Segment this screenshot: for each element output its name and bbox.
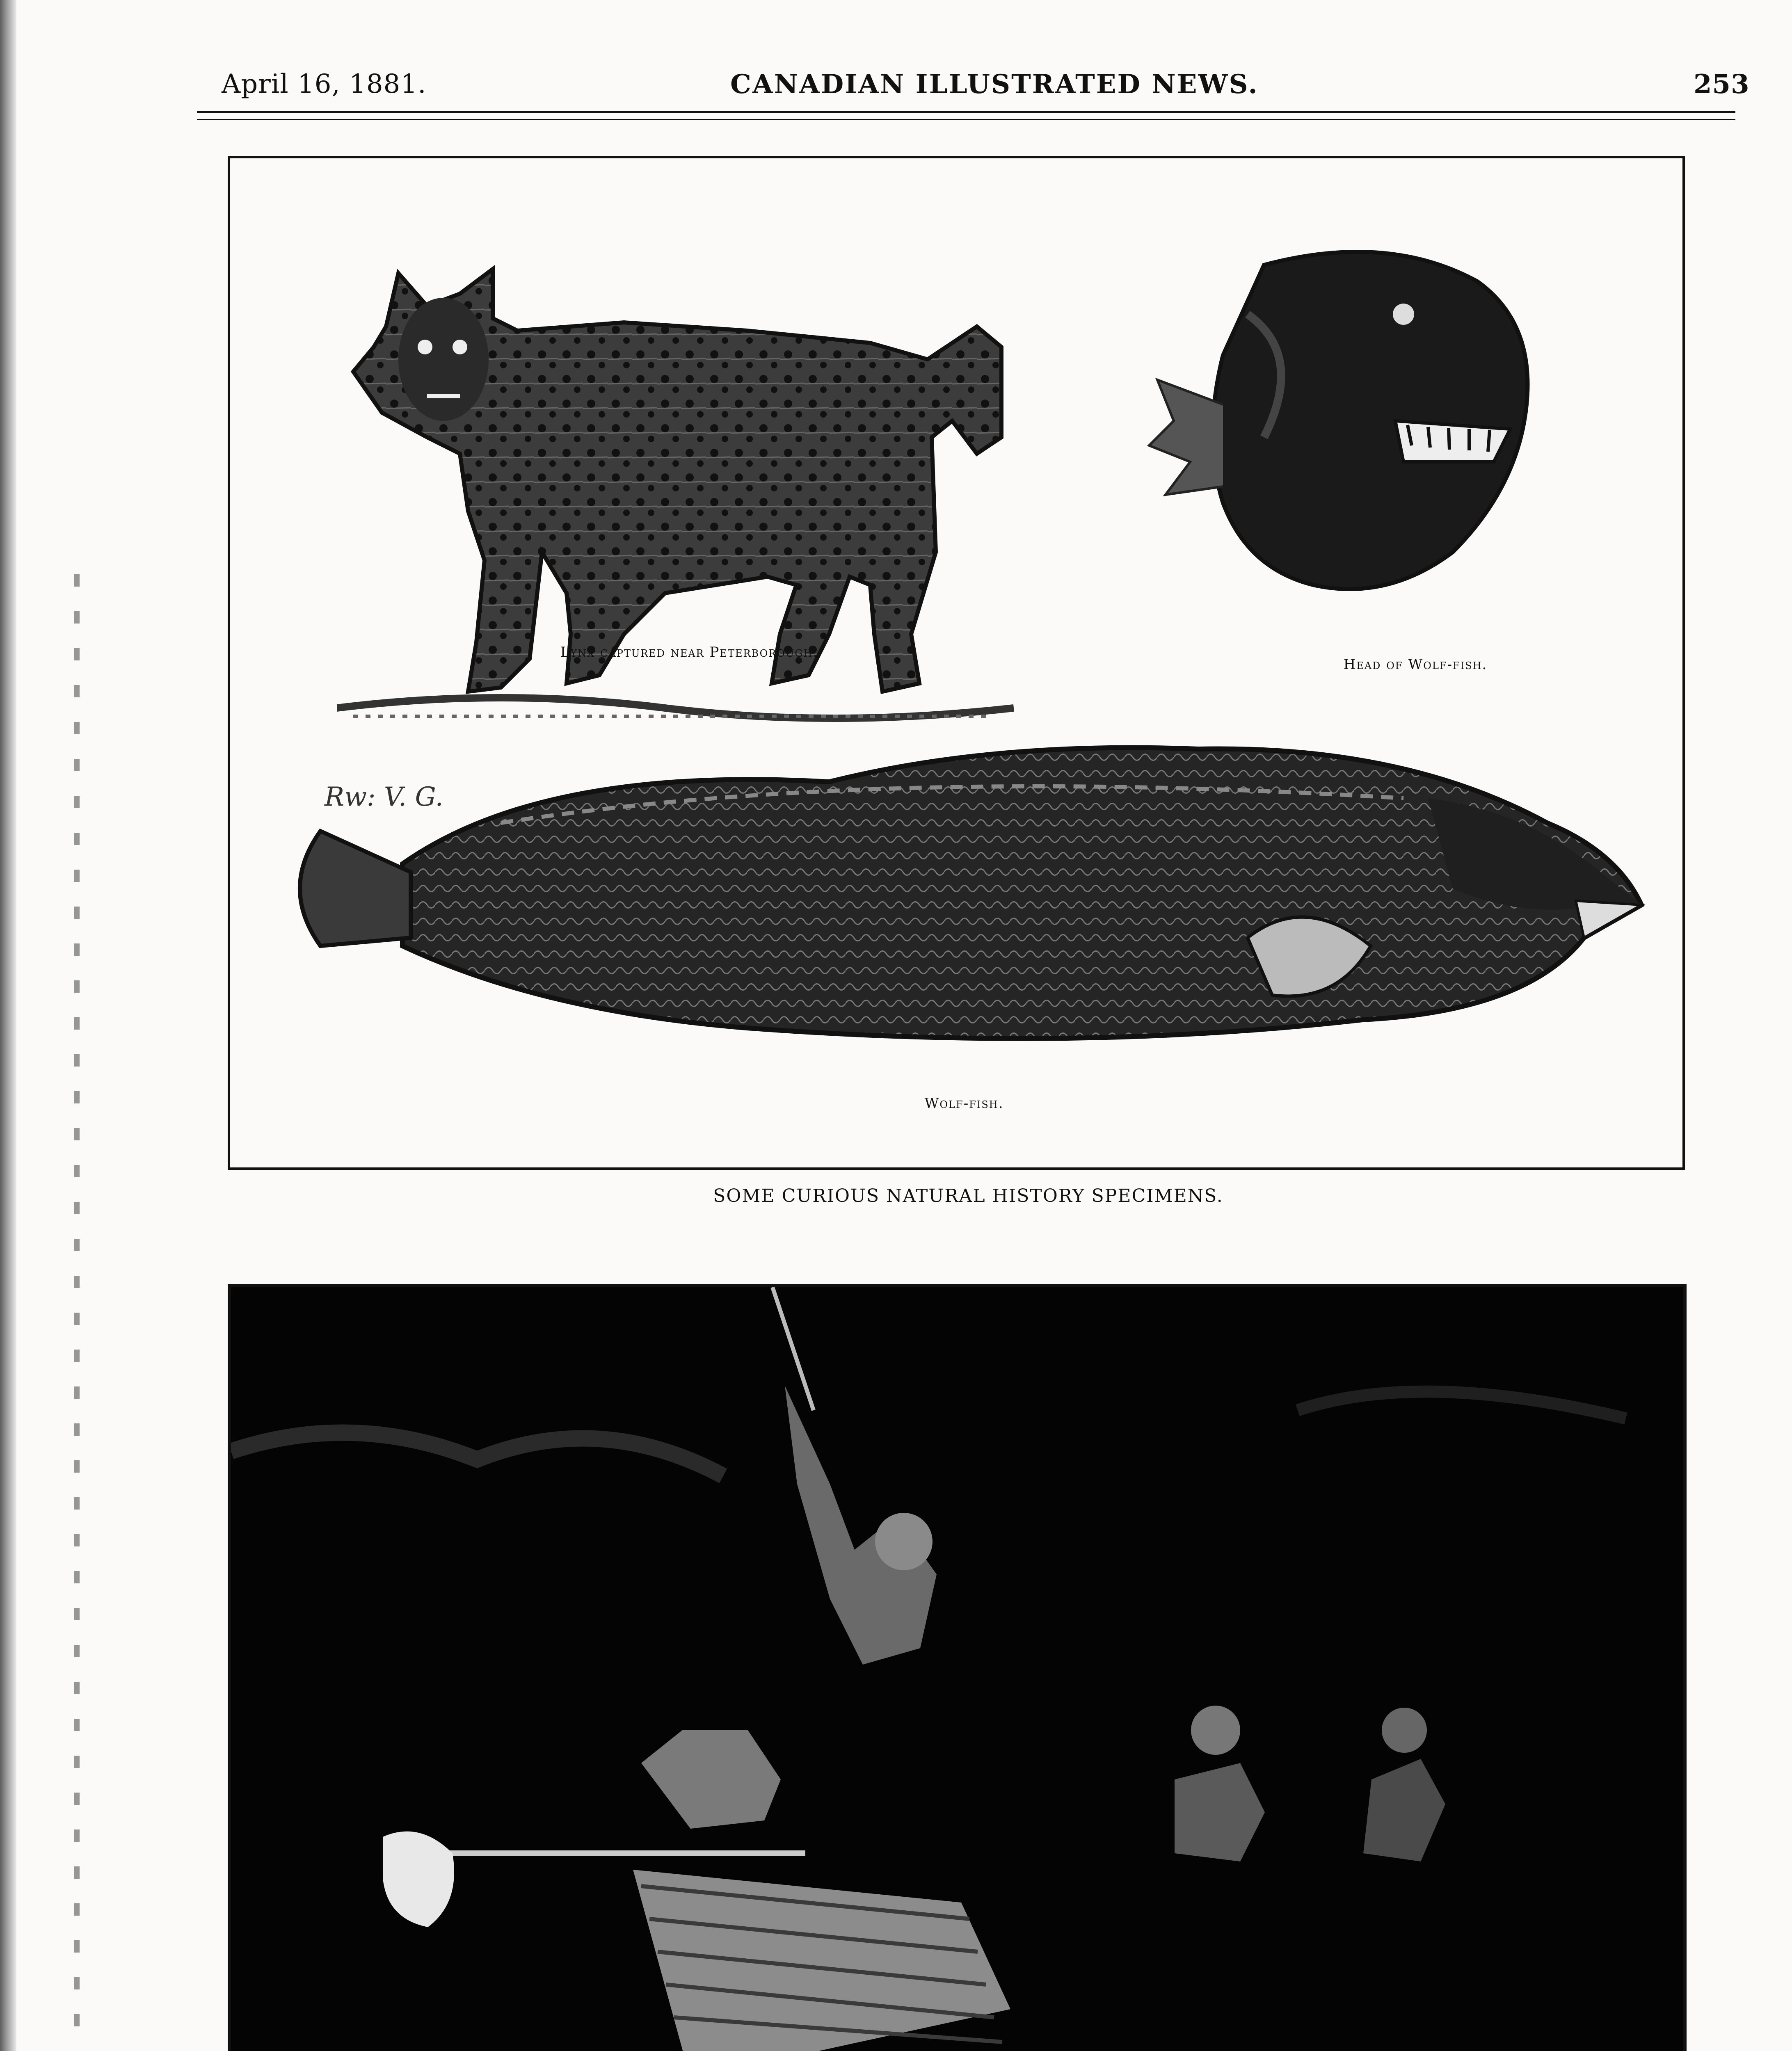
- lynx-illustration: [337, 224, 1014, 774]
- plate1-title: SOME CURIOUS NATURAL HISTORY SPECIMENS.: [713, 1185, 1223, 1206]
- lobster-fishing-scene: [231, 1287, 1683, 2051]
- masthead-title: CANADIAN ILLUSTRATED NEWS.: [730, 69, 1259, 100]
- page-number: 253: [1694, 69, 1750, 100]
- header-rule-thick: [197, 111, 1735, 113]
- issue-date: April 16, 1881.: [222, 69, 427, 99]
- lynx-caption: Lynx captured near Peterborough.: [560, 644, 818, 660]
- wolffish-head-caption: Head of Wolf-fish.: [1343, 656, 1488, 673]
- wolffish-caption: Wolf-fish.: [924, 1095, 1004, 1112]
- wolffish-illustration: [255, 716, 1658, 1085]
- page-binding-edge: [0, 0, 16, 2051]
- header-rule-thin: [197, 119, 1735, 120]
- page-gutter-shadow: [74, 574, 80, 2051]
- artist-signature: Rw: V. G.: [325, 782, 443, 812]
- lobster-fishing-engraving: [228, 1284, 1687, 2051]
- wolffish-head-illustration: [1141, 232, 1592, 642]
